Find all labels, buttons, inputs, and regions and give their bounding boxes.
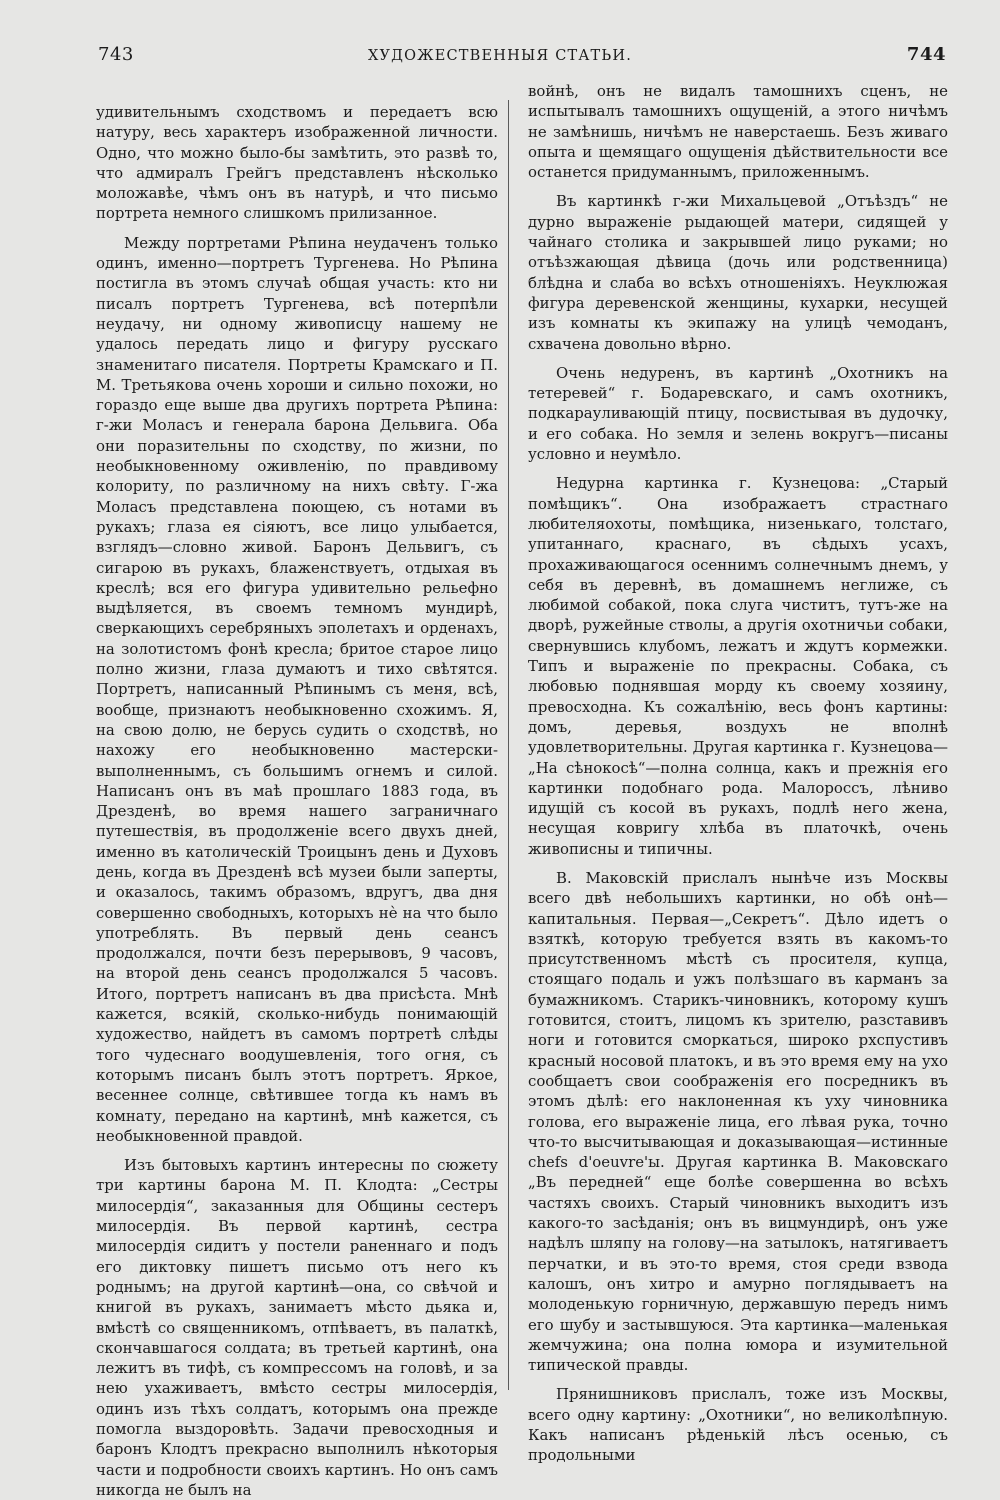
paragraph: войнѣ, онъ не видалъ тамошнихъ сценъ, не испытывалъ тамошнихъ ощущеній, а этого ничѣмъ не замѣнишь, ничѣмъ не наверстаешь. Безъ живаго опыта и щемящаго ощущенія дѣйствительности все останется придуманнымъ, приложеннымъ.: [528, 82, 948, 182]
paragraph: Очень недуренъ, въ картинѣ „Охотникъ на тетеревей“ г. Бодаревскаго, и самъ охотникъ, подкарауливающій птицу, посвистывая въ дудочку, и его собака. Но земля и зелень вокругъ—писаны условно и неумѣло.: [528, 363, 948, 464]
paragraph: удивительнымъ сходствомъ и передаетъ всю натуру, весь характеръ изображенной личности. Одно, что можно было-бы замѣтить, это развѣ то, что адмиралъ Грейгъ представленъ нѣсколько моложавѣе, чѣмъ онъ въ натурѣ, и что письмо портрета немного слишкомъ прилизанное.: [96, 103, 498, 223]
paragraph: Между портретами Рѣпина неудаченъ только одинъ, именно—портретъ Тургенева. Но Рѣпина постигла въ этомъ случаѣ общая участь: кто ни писалъ портретъ Тургенева, всѣ потерпѣли неудачу, ни одному живописцу нашему не удалось передать лицо и фигуру русскаго знаменитаго писателя. Портреты Крамскаго и П. М. Третьякова очень хороши и сильно похожи, но гораздо еще выше два другихъ портрета Рѣпина: г-жи Моласъ и генерала барона Дельвига. Оба они поразительны по сходству, по жизни, по необыкновенному оживленію, по правдивому колориту, по различному на нихъ свѣту. Г-жа Моласъ представлена поющею, съ нотами въ рукахъ; глаза ея сіяютъ, все лицо улыбается, взглядъ—словно живой. Баронъ Дельвигъ, съ сигарою въ рукахъ, блаженствуетъ, отдыхая въ креслѣ; вся его фигура удивительно рельефно выдѣляется, въ своемъ темномъ мундирѣ, сверкающихъ серебряныхъ эполетахъ и орденахъ, на золотистомъ фонѣ кресла; бритое старое лицо полно жизни, глаза думаютъ и тихо свѣтятся. Портретъ, написанный Рѣпинымъ съ меня, всѣ, вообще, признаютъ необыкновенно схожимъ. Я, на свою долю, не берусь судить о сходствѣ, но нахожу его необыкновенно мастерски-выполненнымъ, съ большимъ огнемъ и силой. Написанъ онъ въ маѣ прошлаго 1883 года, въ Дрезденѣ, во время нашего заграничнаго путешествія, въ продолженіе всего двухъ дней, именно въ католическій Троицынъ день и Духовъ день, когда въ Дрезденѣ всѣ музеи были заперты, и оказалось, такимъ образомъ, вдругъ, два дня совершенно свободныхъ, которыхъ нѐ на что было употреблять. Въ первый день сеансъ продолжался, почти безъ перерывовъ, 9 часовъ, на второй день сеансъ продолжался 5 часовъ. Итого, портретъ написанъ въ два присѣста. Мнѣ кажется, всякій, сколько-нибудь понимающій художество, найдетъ въ самомъ портретѣ слѣды того чудеснаго воодушевленія, того огня, съ которымъ писанъ былъ этотъ портретъ. Яркое, весеннее солнце, свѣтившее тогда къ намъ въ комнату, передано на картинѣ, мнѣ кажется, съ необыкновенной правдой.: [96, 233, 498, 1145]
running-title: ХУДОЖЕСТВЕННЫЯ СТАТЬИ.: [367, 48, 633, 64]
paragraph: В. Маковскій прислалъ нынѣче изъ Москвы всего двѣ небольшихъ картинки, но обѣ онѣ—капитальныя. Первая—„Секретъ“. Дѣло идетъ о взяткѣ, которую требуется взять въ какомъ-то присутственномъ мѣстѣ съ просителя, купца, стоящаго подаль и ужъ полѣзшаго въ карманъ за бумажникомъ. Старикъ-чиновникъ, которому кушъ готовится, стоитъ, лицомъ къ зрителю, разставивъ ноги и готовится сморкаться, широко рхспустивъ красный носовой платокъ, и въ это время ему на ухо сообщаетъ свои соображенія его посредникъ въ этомъ дѣлѣ: его наклоненная къ уху чиновника голова, его выраженіе лица, его лѣвая рука, точно что-то высчитывающая и доказывающая—истинные chefs d'oeuvre'ы. Другая картинка В. Маковскаго „Въ передней“ еще болѣе совершенна во всѣхъ частяхъ своихъ. Старый чиновникъ выходитъ изъ какого-то засѣданія; онъ въ вицмундирѣ, онъ уже надѣлъ шляпу на голову—на затылокъ, натягиваетъ перчатки, и въ это-то время, стоя среди взвода калошъ, онъ хитро и амурно поглядываетъ на молоденькую горничную, державшую передъ нимъ его шубу и застывшуюся. Эта картинка—маленькая жемчужина; она полна юмора и изумительной типической правды.: [528, 868, 948, 1375]
right-page-number: 744: [906, 44, 946, 65]
right-column: [528, 81, 948, 1466]
left-column: [96, 102, 498, 1500]
paragraph: Изъ бытовыхъ картинъ интересны по сюжету три картины барона М. П. Клодта: „Сестры милосердія“, заказанныя для Общины сестеръ милосердія. Въ первой картинѣ, сестра милосердія сидитъ у постели раненнаго и подъ его диктовку пишетъ письмо отъ него къ роднымъ; на другой картинѣ—она, со свѣчой и книгой въ рукахъ, занимаетъ мѣсто дьяка и, вмѣстѣ со священникомъ, отпѣваетъ, въ палаткѣ, скончавшагося солдата; въ третьей картинѣ, она лежитъ въ тифѣ, съ компрессомъ на головѣ, и за нею ухаживаетъ, вмѣсто сестры милосердія, одинъ изъ тѣхъ солдатъ, которымъ она прежде помогла выздоровѣть. Задачи превосходныя и баронъ Клодтъ прекрасно выполнилъ нѣкоторыя части и подробности своихъ картинъ. Но онъ самъ никогда не былъ на: [96, 1156, 498, 1499]
column-divider: [508, 100, 509, 1390]
paragraph: Недурна картинка г. Кузнецова: „Старый помѣщикъ“. Она изображаетъ страстнаго любителяохоты, помѣщика, низенькаго, толстаго, упитаннаго, краснаго, въ сѣдыхъ усахъ, прохаживающагося осеннимъ солнечнымъ днемъ, у себя въ деревнѣ, въ домашнемъ неглиже, съ любимой собакой, пока слуга чиститъ, тутъ-же на дворѣ, ружейные стволы, а другія охотничьи собаки, свернувшись клубомъ, лежатъ и ждутъ кормежки. Типъ и выраженіе по прекрасны. Собака, съ любовью поднявшая морду къ своему хозяину, превосходна. Къ сожалѣнію, весь фонъ картины: домъ, деревья, воздухъ не вполнѣ удовлетворительны. Другая картинка г. Кузнецова—„На сѣнокосѣ“—полна солнца, какъ и прежнія его картинки подобнаго рода. Малороссъ, лѣниво идущій съ косой въ рукахъ, подлѣ него жена, несущая ковригу хлѣба въ платочкѣ, очень живописны и типичны.: [528, 474, 948, 858]
paragraph: Въ картинкѣ г-жи Михальцевой „Отъѣздъ“ не дурно выраженіе рыдающей матери, сидящей у чайнаго столика и закрывшей лицо руками; но отъѣзжающая дѣвица (дочь или родственница) блѣдна и слаба во всѣхъ отношеніяхъ. Неуклюжая фигура деревенской женщины, кухарки, несущей изъ комнаты къ экипажу на улицѣ чемоданъ, схвачена довольно вѣрно.: [528, 192, 948, 353]
paragraph: Прянишниковъ прислалъ, тоже изъ Москвы, всего одну картину: „Охотники“, но великолѣпную. Какъ написанъ рѣденькій лѣсъ осенью, съ продольными: [528, 1385, 948, 1465]
page-header: [0, 44, 1000, 74]
left-page-number: 743: [98, 44, 134, 65]
